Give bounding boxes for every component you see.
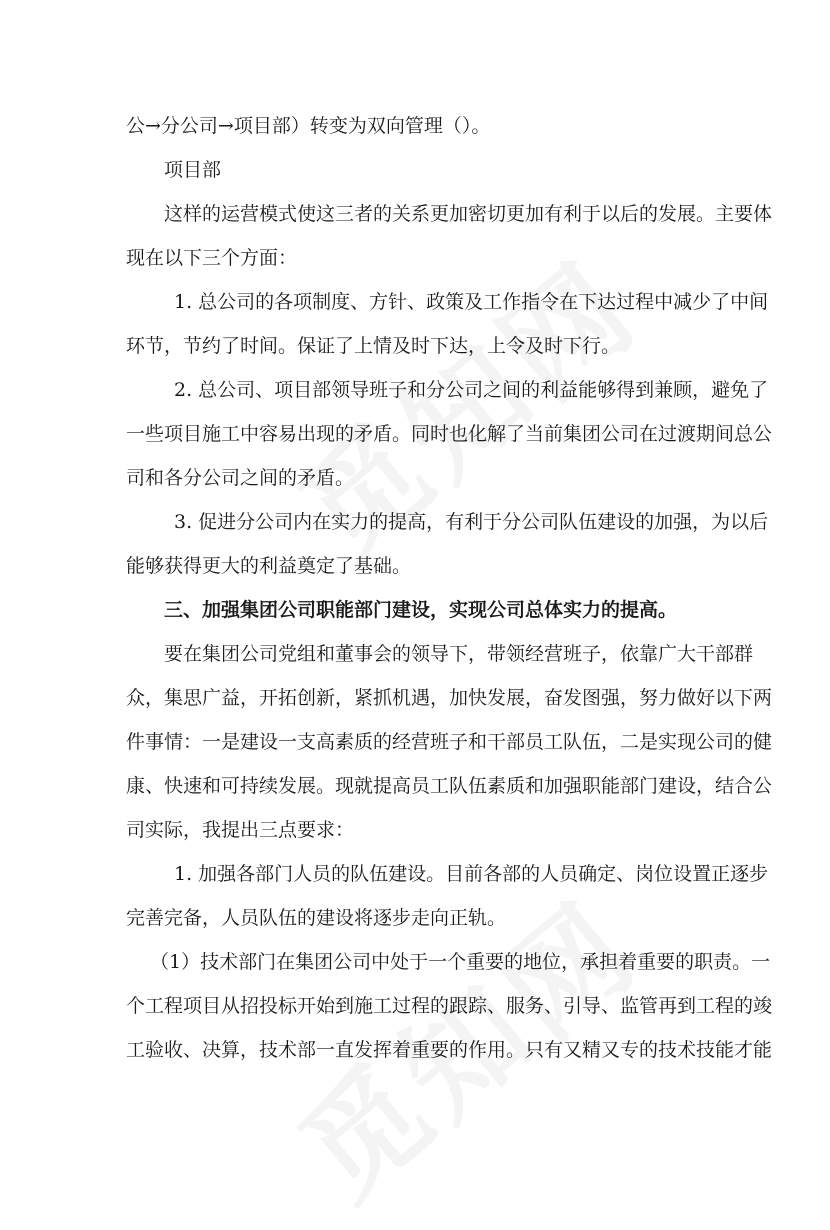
list-item-line: 完善完备，人员队伍的建设将逐步走向正轨。	[126, 907, 507, 929]
paragraph-line: 康、快速和可持续发展。现就提高员工队伍素质和加强职能部门建设，结合公	[126, 775, 773, 797]
list-item-line: 3. 促进分公司内在实力的提高，有利于分公司队伍建设的加强，为以后	[174, 511, 769, 533]
paragraph-line: 公→分公司→项目部）转变为双向管理（）。	[126, 115, 491, 137]
sub-item-line: 工验收、决算，技术部一直发挥着重要的作用。只有又精又专的技术技能才能	[126, 1039, 773, 1061]
paragraph-line: 司实际，我提出三点要求：	[126, 819, 355, 841]
paragraph-line: 项目部	[164, 159, 222, 181]
list-item-line: 2. 总公司、项目部领导班子和分公司之间的利益能够得到兼顾，避免了	[174, 379, 769, 401]
list-item-line: 1. 总公司的各项制度、方针、政策及工作指令在下达过程中减少了中间	[174, 291, 769, 313]
paragraph-line: 件事情：一是建设一支高素质的经营班子和干部员工队伍，二是实现公司的健	[126, 731, 773, 753]
list-item-line: 能够获得更大的利益奠定了基础。	[126, 555, 412, 577]
paragraph-line: 要在集团公司党组和董事会的领导下，带领经营班子，依靠广大干部群	[164, 643, 754, 665]
paragraph-line: 众，集思广益，开拓创新，紧抓机遇，加快发展，奋发图强，努力做好以下两	[126, 687, 773, 709]
paragraph-line: 现在以下三个方面：	[126, 247, 298, 269]
sub-item-line: 个工程项目从招投标开始到施工过程的跟踪、服务、引导、监管再到工程的竣	[126, 995, 773, 1017]
list-item-line: 1. 加强各部门人员的队伍建设。目前各部的人员确定、岗位设置正逐步	[174, 863, 769, 885]
list-item-line: 环节，节约了时间。保证了上情及时下达，上令及时下行。	[126, 335, 621, 357]
section-heading: 三、加强集团公司职能部门建设，实现公司总体实力的提高。	[164, 599, 678, 621]
list-item-line: 一些项目施工中容易出现的矛盾。同时也化解了当前集团公司在过渡期间总公	[126, 423, 773, 445]
paragraph-line: 这样的运营模式使这三者的关系更加密切更加有利于以后的发展。主要体	[164, 203, 773, 225]
sub-item-line: （1）技术部门在集团公司中处于一个重要的地位，承担着重要的职责。一	[150, 951, 771, 973]
list-item-line: 司和各分公司之间的矛盾。	[126, 467, 355, 489]
